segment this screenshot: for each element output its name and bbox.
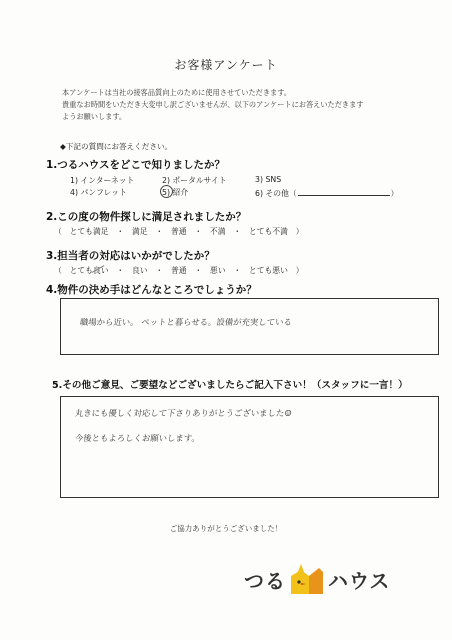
intro-line-1: 本アンケートは当社の接客品質向上のために使用させていただきます。 [62, 88, 291, 97]
q3-scale[interactable]: （ とても良い ・ 良い ・ 普通 ・ 悪い ・ とても悪い ） [54, 266, 304, 275]
logo-text-right: ハウス [328, 569, 391, 593]
intro-line-2: 貴重なお時間をいただき大変申し訳ございませんが、以下のアンケートにお答えいただきます [62, 100, 364, 109]
q4-handwritten-answer: 職場から近い。 ペットと暮らせる。設備が充実している [79, 317, 293, 327]
q1-option-other-label: 6) その他（ [255, 189, 297, 198]
q1-option-other-close: ） [390, 189, 399, 198]
thanks-message: ご協力ありがとうございました！ [169, 524, 283, 533]
q1-option-portal[interactable]: 2) ポータルサイト [162, 176, 227, 185]
intro-line-3: ようお願いします。 [62, 112, 127, 121]
q1-other-blank[interactable] [298, 187, 390, 196]
q5-handwritten-line-2: 今後ともよろしくお願いします。 [74, 433, 201, 443]
question-2-title: 2.この度の物件探しに満足されましたか？ [46, 211, 247, 223]
question-1-title: 1.つるハウスをどこで知りましたか？ [46, 159, 225, 171]
page-title: お客様アンケート [174, 58, 278, 72]
q1-option-sns[interactable]: 3) SNS [255, 175, 282, 184]
q1-option-pamphlet[interactable]: 4) パンフレット [70, 188, 127, 197]
q2-scale[interactable]: （ とても満足 ・ 満足 ・ 普通 ・ 不満 ・ とても不満 ） [54, 227, 304, 236]
question-5-title: 5.その他ご意見、ご要望などございましたらご記入下さい！（スタッフに一言！） [52, 380, 408, 391]
q1-option-internet[interactable]: 1) インターネット [70, 176, 135, 185]
question-4-title: 4.物件の決め手はどんなところでしょうか？ [46, 284, 257, 296]
q1-option-referral-label: 5) 紹介 [162, 188, 189, 197]
selection-circle-mark [160, 185, 173, 198]
q5-handwritten-line-1: 丸きにも優しく対応して下さりありがとうございました☺ [74, 408, 293, 418]
house-crane-logo-icon [289, 562, 325, 596]
instruction-prompt: ◆下記の質問にお答えください。 [60, 142, 173, 151]
q1-option-referral[interactable] [162, 187, 188, 198]
logo-text-left: つる [244, 569, 286, 593]
question-3-title: 3.担当者の対応はいかがでしたか？ [46, 250, 215, 262]
q1-option-other[interactable] [255, 187, 398, 199]
